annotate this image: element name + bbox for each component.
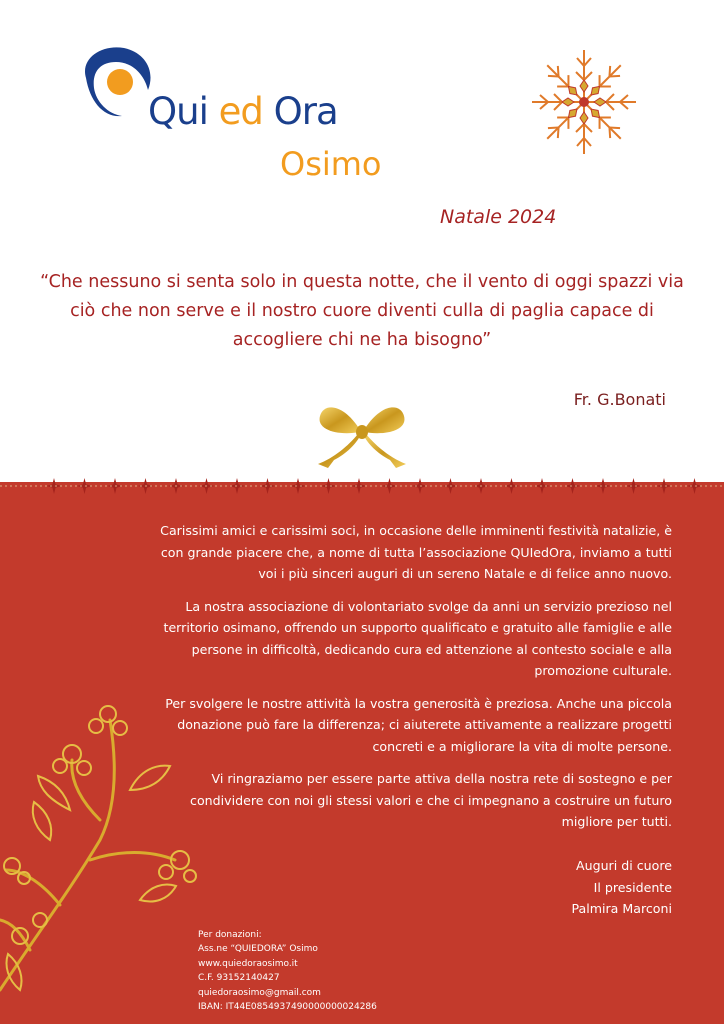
logo-name-ora: Ora [273, 90, 338, 133]
snowflake-icon [528, 44, 640, 160]
donation-heading: Per donazioni: [198, 930, 262, 940]
signer-name: Palmira Marconi [571, 901, 672, 916]
border-star [46, 478, 62, 494]
letter-paragraph: Carissimi amici e carissimi soci, in occasione delle imminenti festività natalizie, è con grande piacere che, a nome di tutta l’associazione QUIedOra, inviamo a tutti voi i più sinceri auguri di un sereno Natale e di felice anno nuovo. [160, 523, 672, 581]
donation-org: Ass.ne “QUIEDORA” Osimo [198, 944, 318, 955]
quote-text: “Che nessuno si senta solo in questa notte, che il vento di oggi spazzi via ciò che non serve e il nostro cuore diventi culla di paglia capace di accogliere chi ne ha bisogno” [40, 272, 684, 350]
letter-paragraph: Vi ringraziamo per essere parte attiva della nostra rete di sostegno e per condividere con noi gli stessi valori e che ci impegnano a costruire un futuro migliore per tutti. [190, 771, 672, 829]
border-star [351, 478, 367, 494]
border-star [656, 478, 672, 494]
logo-city: Osimo [280, 145, 382, 183]
donation-iban: IBAN: IT44E0854937490000000024286 [198, 1002, 377, 1013]
border-star [290, 478, 306, 494]
bow-icon [314, 400, 410, 470]
donation-website: www.quiedoraosimo.it [198, 958, 298, 969]
signature-block [500, 855, 672, 920]
star-border-icon [0, 476, 724, 496]
closing-text: Auguri di cuore [575, 858, 672, 873]
logo-name-ed: ed [218, 90, 263, 133]
donation-tax-code: C.F. 93152140427 [198, 973, 280, 984]
border-star [626, 478, 642, 494]
logo-name-qui: Qui [148, 90, 208, 133]
donation-email: quiedoraosimo@gmail.com [198, 987, 321, 998]
border-star [595, 478, 611, 494]
letter-paragraph: La nostra associazione di volontariato svolge da anni un servizio prezioso nel territorio osimano, offrendo un supporto qualificato e gratuito alle famiglie e alle persone in difficoltà, dedicando cura ed attenzione al contesto sociale e alla promozione culturale. [163, 598, 672, 678]
logo-name [148, 92, 338, 132]
border-star [321, 478, 337, 494]
page-title: Natale 2024 [440, 206, 557, 228]
donation-info [198, 928, 377, 1014]
letter-paragraph: Per svolgere le nostre attività la vostra generosità è preziosa. Anche una piccola donazione può fare la differenza; ci aiuterete attivamente a realizzare progetti concreti e a migliorare la vita di molte persone. [165, 695, 672, 754]
letter-body [150, 520, 672, 844]
signer-role: Il presidente [593, 879, 672, 895]
quote-author: Fr. G.Bonati [573, 390, 666, 409]
